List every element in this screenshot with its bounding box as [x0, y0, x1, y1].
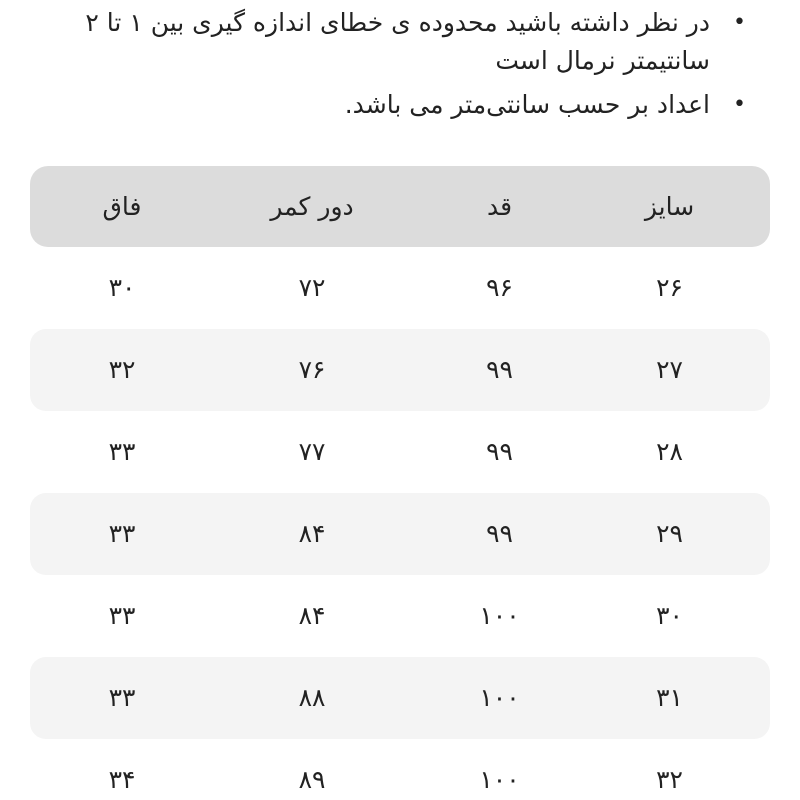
cell-size: ۳۱	[656, 683, 683, 712]
cell-size: ۳۲	[656, 765, 683, 794]
cell-waist: ۷۶	[298, 355, 326, 384]
header-waist: دور کمر	[270, 192, 354, 221]
note-text: اعداد بر حسب سانتی‌متر می باشد.	[344, 90, 710, 119]
cell-length: ۱۰۰	[479, 601, 520, 630]
cell-rise: ۳۴	[108, 765, 136, 794]
table-row	[30, 739, 770, 800]
cell-waist: ۷۷	[298, 437, 326, 466]
cell-rise: ۳۲	[108, 355, 136, 384]
cell-waist: ۸۸	[298, 683, 326, 712]
cell-length: ۹۹	[486, 355, 513, 384]
cell-length: ۹۹	[486, 437, 513, 466]
cell-rise: ۳۰	[108, 273, 136, 302]
table-header-row	[30, 166, 770, 247]
bullet-icon: •	[733, 92, 746, 117]
table-row	[30, 657, 770, 739]
table-row	[30, 575, 770, 657]
cell-rise: ۳۳	[108, 437, 136, 466]
note-measurement-tolerance	[30, 4, 750, 80]
cell-rise: ۳۳	[108, 683, 136, 712]
table-row	[30, 247, 770, 329]
bullet-icon: •	[733, 10, 746, 35]
cell-size: ۲۸	[656, 437, 683, 466]
cell-length: ۱۰۰	[479, 765, 520, 794]
size-table	[30, 166, 770, 800]
note-text: در نظر داشته باشید محدوده ی خطای اندازه گیری بین ۱ تا ۲ سانتیمتر نرمال است	[85, 8, 710, 75]
table-row	[30, 493, 770, 575]
cell-waist: ۸۹	[298, 765, 326, 794]
cell-size: ۲۶	[656, 273, 683, 302]
cell-rise: ۳۳	[108, 601, 136, 630]
table-row	[30, 329, 770, 411]
cell-size: ۲۷	[656, 355, 683, 384]
header-size: سایز	[644, 192, 695, 221]
cell-size: ۳۰	[656, 601, 683, 630]
cell-size: ۲۹	[656, 519, 683, 548]
header-rise: فاق	[102, 192, 142, 221]
notes-list	[30, 4, 750, 130]
cell-length: ۹۶	[486, 273, 513, 302]
cell-waist: ۸۴	[298, 519, 326, 548]
note-units	[30, 86, 750, 124]
table-row	[30, 411, 770, 493]
header-length: قد	[486, 192, 513, 221]
cell-length: ۱۰۰	[479, 683, 520, 712]
cell-length: ۹۹	[486, 519, 513, 548]
cell-waist: ۸۴	[298, 601, 326, 630]
cell-waist: ۷۲	[298, 273, 326, 302]
cell-rise: ۳۳	[108, 519, 136, 548]
